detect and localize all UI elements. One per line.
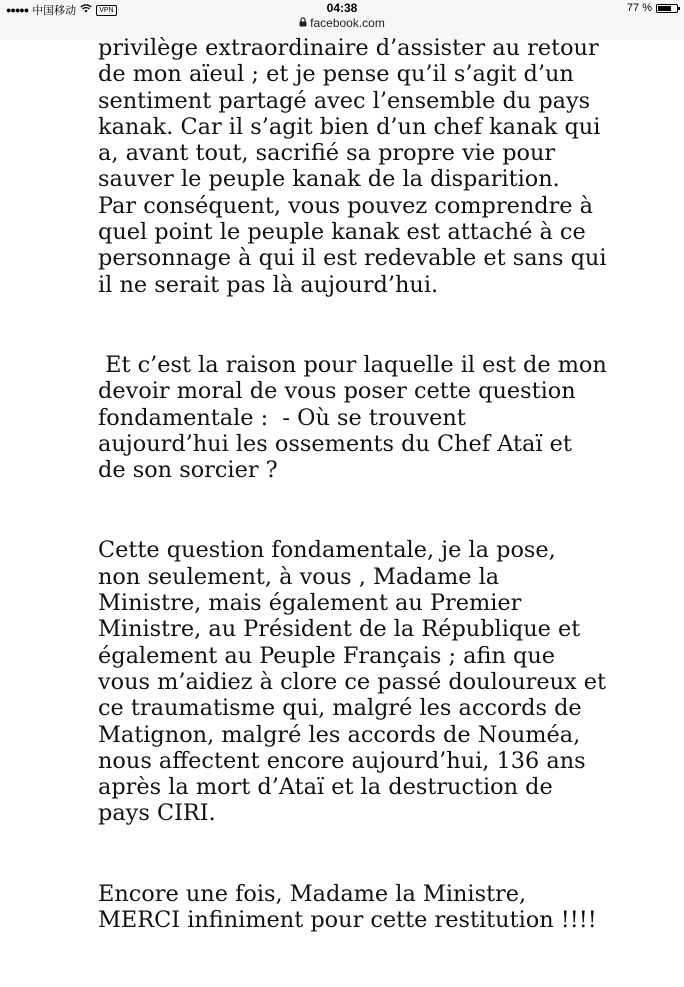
article-paragraph	[98, 35, 618, 298]
text-line: fondamentale : - Où se trouvent	[98, 404, 466, 431]
text-line: il ne serait pas là aujourd’hui.	[98, 271, 439, 298]
text-line: après la mort d’Ataï et la destruction de	[98, 774, 553, 801]
text-line: sauver le peuple kanak de la disparition.	[98, 166, 560, 193]
text-line: nous affectent encore aujourd’hui, 136 ans	[98, 747, 586, 774]
address-bar[interactable]	[0, 16, 684, 30]
text-line: pays CIRI.	[98, 800, 216, 827]
text-line: kanak. Car il s’agit bien d’un chef kanak qui	[98, 113, 601, 140]
text-line: aujourd’hui les ossements du Chef Ataï et	[98, 430, 572, 457]
battery-fill	[658, 6, 671, 11]
text-line: Ministre, mais également au Premier	[98, 590, 522, 617]
text-line: non seulement, à vous , Madame la	[98, 563, 500, 590]
status-time: 04:38	[326, 1, 358, 15]
text-line: a, avant tout, sacrifié sa propre vie pour	[98, 140, 556, 167]
article-paragraph	[98, 537, 618, 826]
status-bar	[0, 0, 684, 40]
text-line: également au Peuple Français ; afin que	[98, 642, 555, 669]
text-line: devoir moral de vous poser cette question	[98, 378, 576, 405]
article-paragraph	[98, 881, 618, 934]
text-line: ce traumatisme qui, malgré les accords de	[98, 695, 582, 722]
text-line: Ministre, au Président de la République et	[98, 616, 581, 643]
text-line: de son sorcier ?	[98, 457, 278, 484]
text-line: MERCI infiniment pour cette restitution !!!!	[98, 907, 597, 934]
vpn-badge: VPN	[96, 5, 116, 16]
carrier-name: 中国移动	[32, 5, 77, 17]
text-line: quel point le peuple kanak est attaché à ce	[98, 219, 586, 246]
signal-strength-icon: ●●●●●	[6, 5, 29, 15]
article-body	[98, 35, 618, 987]
battery-percent: 77 %	[626, 2, 652, 14]
text-line: Cette question fondamentale, je la pose,	[98, 537, 556, 564]
text-line: de mon aïeul ; et je pense qu’il s’agit d’un	[98, 61, 574, 88]
text-line: privilège extraordinaire d’assister au retour	[98, 35, 599, 61]
text-line: sentiment partagé avec l’ensemble du pays	[98, 87, 591, 114]
text-line: Matignon, malgré les accords de Nouméa,	[98, 721, 581, 748]
text-line: Encore une fois, Madame la Ministre,	[98, 880, 527, 907]
text-line: Et c’est la raison pour laquelle il est de mon	[98, 351, 607, 378]
lock-icon	[299, 17, 307, 29]
article-paragraph	[98, 352, 618, 483]
battery-icon	[656, 4, 678, 13]
text-line: personnage à qui il est redevable et sans qui	[98, 245, 607, 272]
status-right	[627, 2, 678, 14]
text-line: Par conséquent, vous pouvez comprendre à	[98, 192, 593, 219]
text-line: vous m’aidiez à clore ce passé douloureux et	[98, 668, 606, 695]
url-text[interactable]: facebook.com	[310, 16, 385, 30]
